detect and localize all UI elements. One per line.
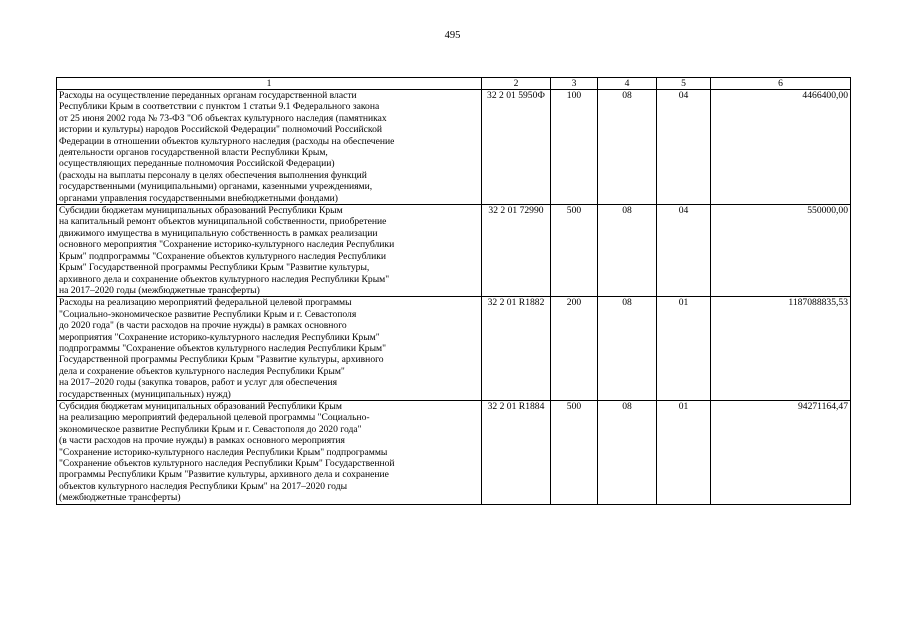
column-header-4: 4 <box>598 78 657 90</box>
table-row <box>57 297 851 401</box>
row-code: 32 2 01 5950Ф <box>482 90 551 205</box>
budget-table <box>56 77 851 505</box>
row-description: Субсидия бюджетам муниципальных образований Республики Крым на реализацию мероприятий федеральной целевой программы "Социально- экономическое развитие Республики Крым и г. Севастополя до 2020 года" (в части расходов на прочие нужды) в рамках основного мероприятия "Сохранение историко-культурного наследия Республики Крым" подпрограммы "Сохранение объектов культурного наследия Республики Крым" Государственной программы Республики Крым "Развитие культуры, архивного дела и сохранение объектов культурного наследия Республики Крым" на 2017–2020 годы (межбюджетные трансферты) <box>57 400 482 504</box>
row-amount: 94271164,47 <box>711 400 851 504</box>
row-description: Субсидии бюджетам муниципальных образований Республики Крым на капитальный ремонт объектов муниципальной собственности, приобретение движимого имущества в муниципальную собственность в рамках реализации основного мероприятия "Сохранение историко-культурного наследия Республики Крым" подпрограммы "Сохранение объектов культурного наследия Республики Крым" Государственной программы Республики Крым "Развитие культуры, архивного дела и сохранение объектов культурного наследия Республики Крым" на 2017–2020 годы (межбюджетные трансферты) <box>57 205 482 297</box>
column-header-6: 6 <box>711 78 851 90</box>
row-col5: 04 <box>657 205 711 297</box>
row-code: 32 2 01 R1884 <box>482 400 551 504</box>
row-code: 32 2 01 R1882 <box>482 297 551 401</box>
row-code: 32 2 01 72990 <box>482 205 551 297</box>
header-row <box>57 78 851 90</box>
row-amount: 550000,00 <box>711 205 851 297</box>
row-col4: 08 <box>598 400 657 504</box>
column-header-5: 5 <box>657 78 711 90</box>
row-description: Расходы на реализацию мероприятий федеральной целевой программы "Социально-экономическое развитие Республики Крым и г. Севастополя до 2020 года" (в части расходов на прочие нужды) в рамках основного мероприятия "Сохранение историко-культурного наследия Республики Крым" подпрограммы "Сохранение объектов культурного наследия Республики Крым" Государственной программы Республики Крым "Развитие культуры, архивного дела и сохранение объектов культурного наследия Республики Крым" на 2017–2020 годы (закупка товаров, работ и услуг для обеспечения государственных (муниципальных) нужд) <box>57 297 482 401</box>
row-col4: 08 <box>598 205 657 297</box>
row-col3: 200 <box>551 297 598 401</box>
row-col3: 100 <box>551 90 598 205</box>
row-col5: 01 <box>657 400 711 504</box>
table-row <box>57 205 851 297</box>
column-header-1: 1 <box>57 78 482 90</box>
table-row <box>57 90 851 205</box>
row-col5: 04 <box>657 90 711 205</box>
row-amount: 4466400,00 <box>711 90 851 205</box>
table-row <box>57 400 851 504</box>
row-col5: 01 <box>657 297 711 401</box>
row-col3: 500 <box>551 400 598 504</box>
page-number: 495 <box>444 30 461 41</box>
column-header-2: 2 <box>482 78 551 90</box>
row-col3: 500 <box>551 205 598 297</box>
row-description: Расходы на осуществление переданных органам государственной власти Республики Крым в соответствии с пунктом 1 статьи 9.1 Федерального закона от 25 июня 2002 года № 73-ФЗ "Об объектах культурного наследия (памятниках истории и культуры) народов Российской Федерации" полномочий Российской Федерации в отношении объектов культурного наследия (расходы на обеспечение деятельности органов государственной власти Республики Крым, осуществляющих переданные полномочия Российской Федерации) (расходы на выплаты персоналу в целях обеспечения выполнения функций государственными (муниципальными) органами, казенными учреждениями, органами управления государственными внебюджетными фондами) <box>57 90 482 205</box>
row-amount: 1187088835,53 <box>711 297 851 401</box>
row-col4: 08 <box>598 90 657 205</box>
row-col4: 08 <box>598 297 657 401</box>
column-header-3: 3 <box>551 78 598 90</box>
